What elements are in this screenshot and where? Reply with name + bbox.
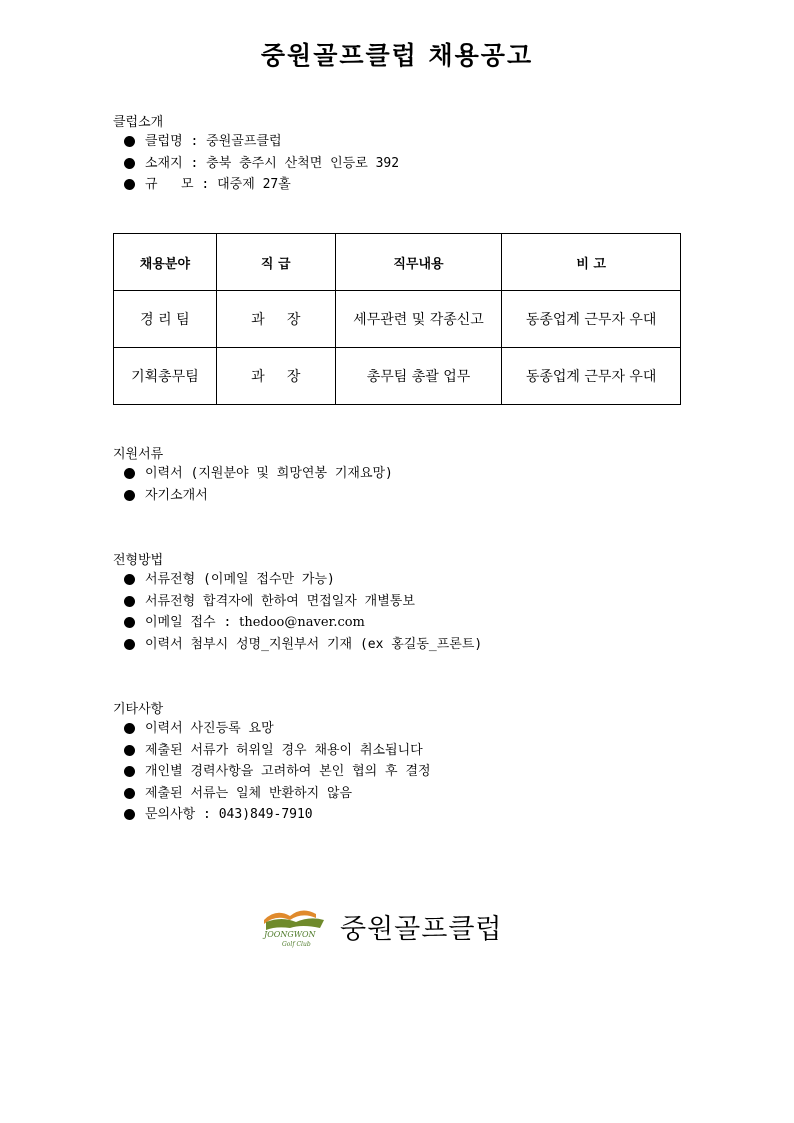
logo-subtitle: Golf Club [282, 941, 311, 948]
bullet-icon [124, 158, 135, 169]
etc-heading: 기타사항 [113, 702, 164, 717]
list-item [124, 740, 431, 762]
footer-club-name: 중원골프클럽 [340, 913, 503, 945]
bullet-icon [124, 788, 135, 799]
list-item [124, 153, 399, 175]
logo-wordmark: JOONGWON [264, 930, 316, 939]
etc-list [124, 718, 431, 826]
process-email-label: 이메일 접수 : [145, 615, 240, 631]
bullet-icon [124, 617, 135, 628]
header-rank: 직 급 [216, 234, 335, 291]
documents-heading: 지원서류 [113, 447, 164, 462]
process-step-4: 이력서 첨부시 성명_지원부서 기재 (ex 홍길동_프론트) [145, 636, 483, 652]
documents-list [124, 463, 393, 506]
table-row [114, 348, 681, 405]
page-title: 중원골프클럽 채용공고 [260, 41, 534, 70]
contact-email[interactable]: thedoo@naver.com [239, 615, 365, 631]
table-header-row [114, 234, 681, 291]
etc-item: 제출된 서류가 허위일 경우 채용이 취소됩니다 [145, 742, 423, 758]
process-step-2: 서류전형 합격자에 한하여 면접일자 개별통보 [145, 593, 415, 609]
bullet-icon [124, 490, 135, 501]
list-item [124, 174, 399, 196]
contact-phone: 문의사항 : 043)849-7910 [145, 807, 313, 823]
club-intro-heading: 클럽소개 [113, 115, 164, 130]
table-cell: 과 장 [216, 291, 335, 348]
list-item [124, 569, 482, 591]
etc-item: 제출된 서류는 일체 반환하지 않음 [145, 785, 353, 801]
doc-resume: 이력서 (지원분야 및 희망연봉 기재요망) [145, 466, 393, 482]
table-cell: 기획총무팀 [114, 348, 217, 405]
header-duties: 직무내용 [335, 234, 502, 291]
list-item [124, 761, 431, 783]
process-step-1: 서류전형 (이메일 접수만 가능) [145, 572, 335, 588]
bullet-icon [124, 179, 135, 190]
list-item [124, 463, 393, 485]
club-intro-list [124, 131, 399, 196]
bullet-icon [124, 639, 135, 650]
process-list [124, 569, 482, 655]
process-heading: 전형방법 [113, 553, 164, 568]
header-note: 비 고 [502, 234, 681, 291]
list-item [124, 783, 431, 805]
bullet-icon [124, 136, 135, 147]
list-item [124, 804, 431, 826]
list-item [124, 718, 431, 740]
table-cell: 동종업계 근무자 우대 [502, 348, 681, 405]
list-item [124, 612, 482, 634]
header-field: 채용분야 [114, 234, 217, 291]
list-item [124, 634, 482, 656]
footer-logo [262, 904, 503, 948]
table-cell: 세무관련 및 각종신고 [335, 291, 502, 348]
table-cell: 총무팀 총괄 업무 [335, 348, 502, 405]
club-address: 소재지 : 충북 충주시 산척면 인등로 392 [145, 155, 400, 171]
table-cell: 동종업계 근무자 우대 [502, 291, 681, 348]
bullet-icon [124, 745, 135, 756]
bullet-icon [124, 766, 135, 777]
doc-cover-letter: 자기소개서 [145, 487, 208, 503]
recruitment-table [113, 233, 681, 405]
club-name: 클럽명 : 중원골프클럽 [145, 134, 282, 150]
list-item [124, 591, 482, 613]
table-row [114, 291, 681, 348]
club-size: 규 모 : 대중제 27홀 [145, 177, 291, 193]
bullet-icon [124, 596, 135, 607]
bullet-icon [124, 574, 135, 585]
golf-club-logo-icon [262, 904, 328, 948]
etc-item: 이력서 사진등록 요망 [145, 721, 274, 737]
etc-item: 개인별 경력사항을 고려하여 본인 협의 후 결정 [145, 764, 431, 780]
bullet-icon [124, 468, 135, 479]
bullet-icon [124, 723, 135, 734]
table-cell: 과 장 [216, 348, 335, 405]
list-item [124, 131, 399, 153]
list-item [124, 485, 393, 507]
table-cell: 경 리 팀 [114, 291, 217, 348]
bullet-icon [124, 809, 135, 820]
